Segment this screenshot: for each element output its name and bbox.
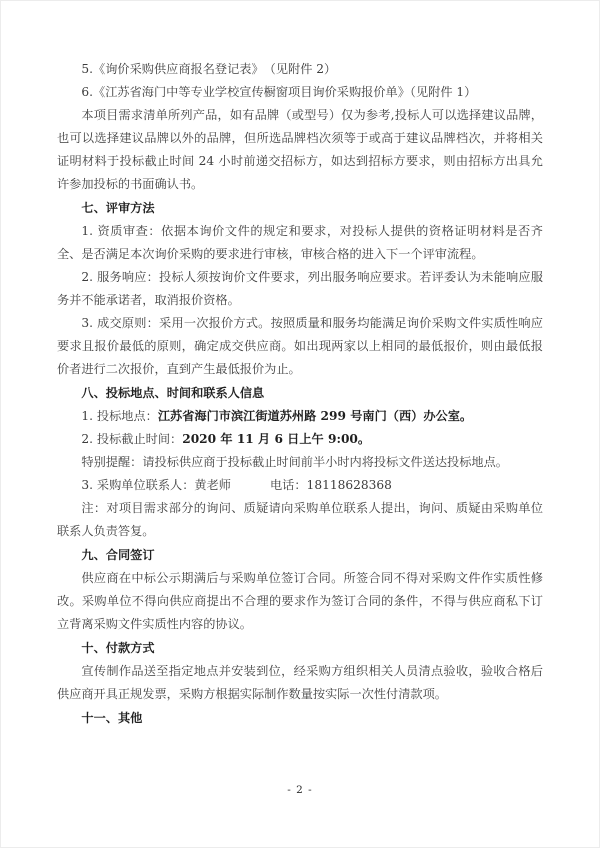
paragraph-qualification-review: 1. 资质审查：依据本询价文件的规定和要求，对投标人提供的资格证明材料是否齐全、是否满足本次询价采购的要求进行审核，审核合格的进入下一个评审流程。 <box>57 224 543 261</box>
bid-location-label: 1. 投标地点： <box>81 409 158 423</box>
bid-location-value: 江苏省海门市滨江街道苏州路 299 号南门（西）办公室。 <box>157 409 473 423</box>
line-bid-location <box>57 405 543 428</box>
bid-deadline-value: 2020 年 11 月 6 日上午 9:00。 <box>182 432 371 446</box>
paragraph-brand-note: 本项目需求清单所列产品，如有品牌（或型号）仅为参考,投标人可以选择建议品牌，也可以选择建议品牌以外的品牌，但所选品牌档次须等于或高于建议品牌档次，并将相关证明材料于投标截止时间 24 小时前递交招标方，如达到招标方要求，则由招标方出具允许参加投标的书面确认书。 <box>57 108 543 191</box>
paragraph-award-principle: 3. 成交原则：采用一次报价方式。按照质量和服务均能满足询价采购文件实质性响应要求且报价最低的原则，确定成交供应商。如出现两家以上相同的最低报价，则由最低报价者进行二次报价，直到产生最低报价为止。 <box>57 316 543 376</box>
paragraph-inquiry-note: 注：对项目需求部分的询问、质疑请向采购单位联系人提出，询问、质疑由采购单位联系人负责答复。 <box>57 501 543 538</box>
section-heading-other: 十一、其他 <box>81 711 143 725</box>
section-heading-review-method: 七、评审方法 <box>81 201 155 215</box>
section-heading-contract-signing: 九、合同签订 <box>81 548 155 562</box>
section-heading-payment-method: 十、付款方式 <box>81 641 155 655</box>
paragraph-service-response: 2. 服务响应：投标人须按询价文件要求，列出服务响应要求。若评委认为未能响应服务并不能承诺者，取消报价资格。 <box>57 270 543 307</box>
contact-person: 3. 采购单位联系人：黄老师 <box>81 478 231 492</box>
section-heading-bid-info: 八、投标地点、时间和联系人信息 <box>81 386 265 400</box>
page-number: - 2 - <box>287 784 313 796</box>
line-bid-deadline <box>57 428 543 451</box>
paragraph-payment-method: 宣传制作品送至指定地点并安装到位，经采购方组织相关人员清点验收，验收合格后供应商开具正规发票，采购方根据实际制作数量按实际一次性付清款项。 <box>57 664 543 701</box>
attachment-list-item-6: 6.《江苏省海门中等专业学校宣传橱窗项目询价采购报价单》（见附件 1） <box>81 85 477 99</box>
attachment-list-item-5: 5.《询价采购供应商报名登记表》 （见附件 2） <box>81 62 337 76</box>
contact-phone: 电话：18118628368 <box>270 478 392 492</box>
paragraph-contract-signing: 供应商在中标公示期满后与采购单位签订合同。所签合同不得对采购文件作实质性修改。采购单位不得向供应商提出不合理的要求作为签订合同的条件，不得与供应商私下订立背离采购文件实质性内容的协议。 <box>57 571 543 631</box>
bid-deadline-label: 2. 投标截止时间： <box>81 432 183 446</box>
line-special-reminder: 特别提醒：请投标供应商于投标截止时间前半小时内将投标文件送达投标地点。 <box>81 455 508 469</box>
line-contact <box>57 474 543 497</box>
